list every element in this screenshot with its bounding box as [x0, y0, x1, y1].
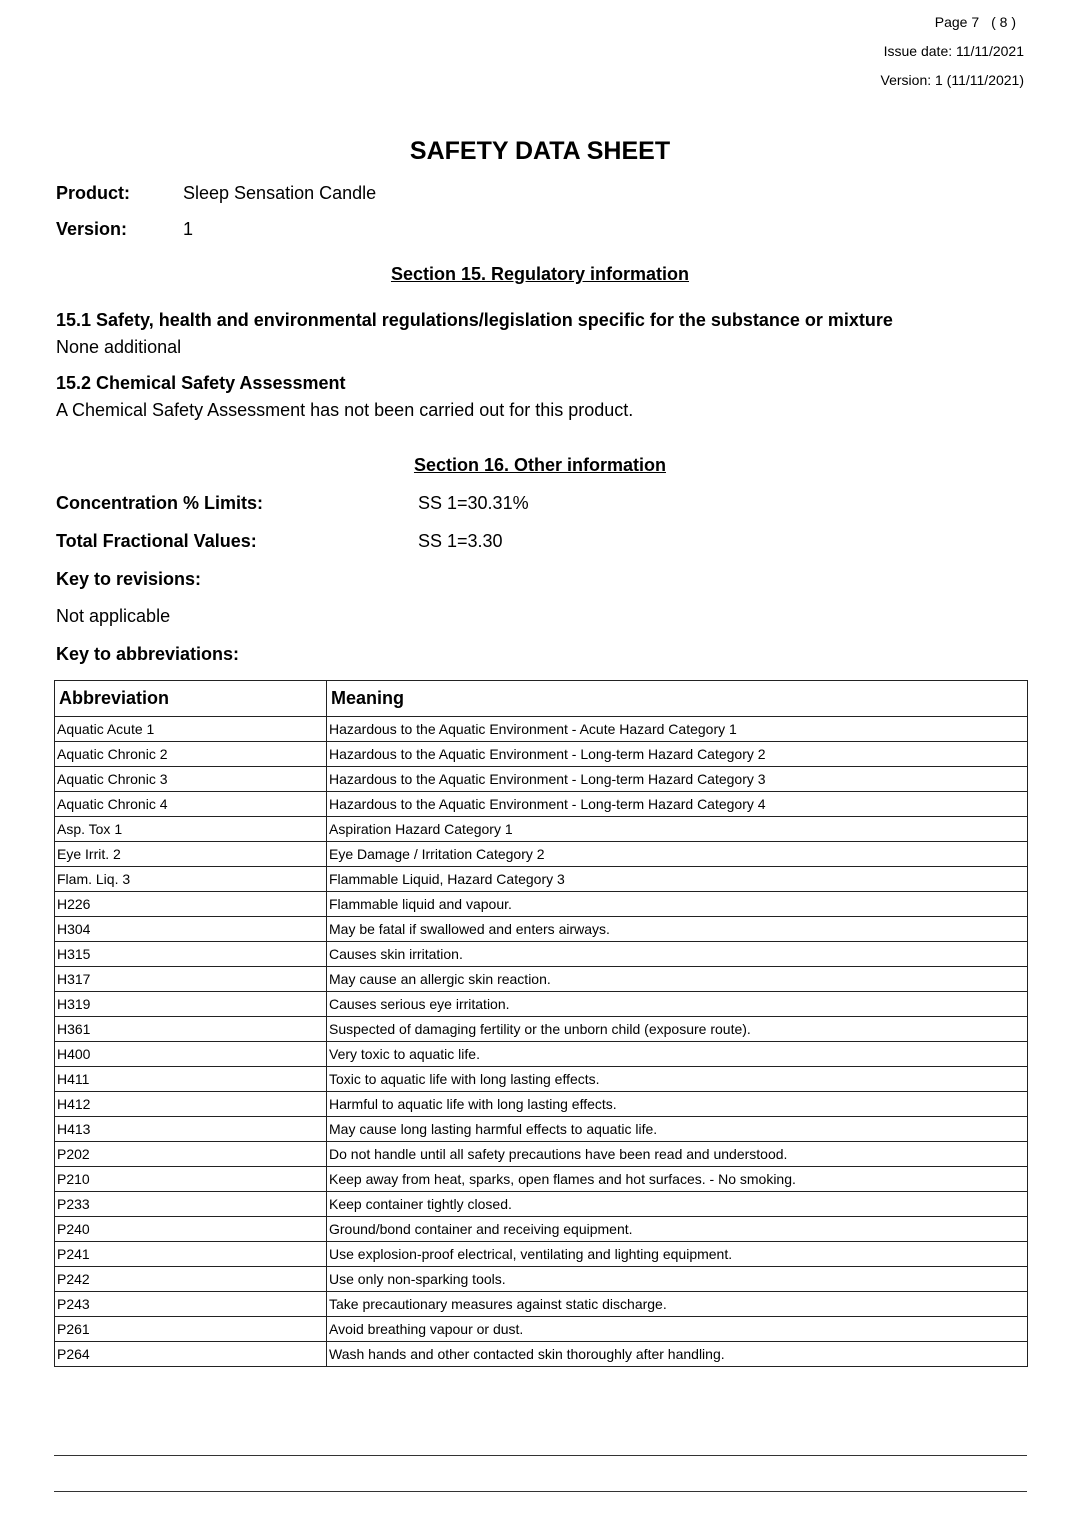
table-row — [55, 742, 1028, 767]
meaning-cell: Hazardous to the Aquatic Environment - Long-term Hazard Category 4 — [327, 792, 1028, 817]
table-row — [55, 967, 1028, 992]
abbreviation-cell: P242 — [55, 1267, 327, 1292]
table-row — [55, 892, 1028, 917]
abbreviation-cell: Flam. Liq. 3 — [55, 867, 327, 892]
document-title: SAFETY DATA SHEET — [409, 137, 671, 165]
abbreviation-cell: P202 — [55, 1142, 327, 1167]
abbreviation-cell: H226 — [55, 892, 327, 917]
page-number — [935, 14, 1016, 30]
meaning-cell: Hazardous to the Aquatic Environment - Acute Hazard Category 1 — [327, 717, 1028, 742]
abbreviation-cell: H319 — [55, 992, 327, 1017]
abbreviation-cell: H411 — [55, 1067, 327, 1092]
tfv-value: SS 1=3.30 — [418, 531, 503, 551]
table-row — [55, 1042, 1028, 1067]
table-row — [55, 817, 1028, 842]
version-field — [56, 218, 193, 240]
meaning-cell: Take precautionary measures against static discharge. — [327, 1292, 1028, 1317]
meaning-cell: Eye Damage / Irritation Category 2 — [327, 842, 1028, 867]
abbreviation-cell: H361 — [55, 1017, 327, 1042]
meaning-cell: Aspiration Hazard Category 1 — [327, 817, 1028, 842]
table-header-row — [55, 681, 1028, 717]
table-row — [55, 867, 1028, 892]
meaning-cell: May be fatal if swallowed and enters airways. — [327, 917, 1028, 942]
section-15-1-heading: 15.1 Safety, health and environmental regulations/legislation specific for the substance or mixture — [56, 310, 893, 330]
abbreviation-cell: H412 — [55, 1092, 327, 1117]
meaning-cell: Causes serious eye irritation. — [327, 992, 1028, 1017]
table-row — [55, 1217, 1028, 1242]
meaning-cell: Use only non-sparking tools. — [327, 1267, 1028, 1292]
table-row — [55, 1192, 1028, 1217]
table-row — [55, 1292, 1028, 1317]
key-to-revisions-value: Not applicable — [56, 606, 171, 626]
issue-date: Issue date: 11/11/2021 — [883, 43, 1024, 59]
abbreviation-cell: Aquatic Acute 1 — [55, 717, 327, 742]
meaning-cell: Use explosion-proof electrical, ventilating and lighting equipment. — [327, 1242, 1028, 1267]
meaning-cell: Do not handle until all safety precautions have been read and understood. — [327, 1142, 1028, 1167]
section-15-2-heading: 15.2 Chemical Safety Assessment — [56, 373, 346, 393]
tfv-label: Total Fractional Values: — [56, 531, 257, 551]
product-label: Product: — [56, 183, 130, 203]
table-row — [55, 1342, 1028, 1367]
abbreviation-cell: Aquatic Chronic 2 — [55, 742, 327, 767]
table-row — [55, 992, 1028, 1017]
concentration-label: Concentration % Limits: — [56, 493, 264, 513]
meaning-cell: Keep away from heat, sparks, open flames and hot surfaces. - No smoking. — [327, 1167, 1028, 1192]
meaning-cell: Very toxic to aquatic life. — [327, 1042, 1028, 1067]
table-row — [55, 792, 1028, 817]
meaning-cell: Toxic to aquatic life with long lasting effects. — [327, 1067, 1028, 1092]
table-body — [55, 717, 1028, 1367]
abbreviation-cell: P240 — [55, 1217, 327, 1242]
abbreviation-cell: H317 — [55, 967, 327, 992]
table-row — [55, 942, 1028, 967]
key-to-revisions-label: Key to revisions: — [56, 569, 202, 589]
column-header-abbreviation: Abbreviation — [55, 681, 327, 717]
abbreviation-cell: Aquatic Chronic 4 — [55, 792, 327, 817]
table-row — [55, 917, 1028, 942]
meaning-cell: Flammable liquid and vapour. — [327, 892, 1028, 917]
table-row — [55, 1142, 1028, 1167]
concentration-value: SS 1=30.31% — [418, 493, 529, 513]
table-row — [55, 1092, 1028, 1117]
abbreviations-table — [54, 680, 1028, 1367]
key-to-abbreviations-label: Key to abbreviations: — [56, 644, 240, 664]
abbreviation-cell: Aquatic Chronic 3 — [55, 767, 327, 792]
table-row — [55, 1117, 1028, 1142]
meaning-cell: May cause an allergic skin reaction. — [327, 967, 1028, 992]
column-header-meaning: Meaning — [327, 681, 1028, 717]
footer-divider-top — [54, 1455, 1027, 1456]
product-value: Sleep Sensation Candle — [183, 183, 377, 203]
footer-divider-bottom — [54, 1491, 1027, 1492]
table-row — [55, 1167, 1028, 1192]
abbreviation-cell: H304 — [55, 917, 327, 942]
table-row — [55, 1017, 1028, 1042]
section-15-2-body: A Chemical Safety Assessment has not been carried out for this product. — [56, 400, 634, 420]
version-info: Version: 1 (11/11/2021) — [880, 72, 1024, 88]
page-total: ( 8 ) — [991, 14, 1016, 30]
abbreviation-cell: P243 — [55, 1292, 327, 1317]
table-row — [55, 1067, 1028, 1092]
table-row — [55, 1242, 1028, 1267]
meaning-cell: Hazardous to the Aquatic Environment - Long-term Hazard Category 3 — [327, 767, 1028, 792]
table-row — [55, 717, 1028, 742]
abbreviation-cell: P210 — [55, 1167, 327, 1192]
table-row — [55, 767, 1028, 792]
abbreviation-cell: P264 — [55, 1342, 327, 1367]
meaning-cell: Keep container tightly closed. — [327, 1192, 1028, 1217]
meaning-cell: Avoid breathing vapour or dust. — [327, 1317, 1028, 1342]
meaning-cell: Ground/bond container and receiving equipment. — [327, 1217, 1028, 1242]
page-label: Page 7 — [934, 14, 980, 30]
abbreviation-cell: Asp. Tox 1 — [55, 817, 327, 842]
table-row — [55, 842, 1028, 867]
section-15-heading: Section 15. Regulatory information — [390, 264, 690, 284]
meaning-cell: Suspected of damaging fertility or the unborn child (exposure route). — [327, 1017, 1028, 1042]
abbreviation-cell: H400 — [55, 1042, 327, 1067]
total-fractional-values — [56, 530, 503, 552]
product-field — [56, 182, 376, 204]
concentration-limits — [56, 492, 529, 514]
meaning-cell: Wash hands and other contacted skin thoroughly after handling. — [327, 1342, 1028, 1367]
abbreviation-cell: P261 — [55, 1317, 327, 1342]
table-row — [55, 1267, 1028, 1292]
meaning-cell: Harmful to aquatic life with long lasting effects. — [327, 1092, 1028, 1117]
table-row — [55, 1317, 1028, 1342]
meaning-cell: Flammable Liquid, Hazard Category 3 — [327, 867, 1028, 892]
section-15-1-body: None additional — [56, 337, 182, 357]
abbreviation-cell: H315 — [55, 942, 327, 967]
abbreviation-cell: Eye Irrit. 2 — [55, 842, 327, 867]
abbreviation-cell: P233 — [55, 1192, 327, 1217]
version-label: Version: — [56, 219, 128, 239]
meaning-cell: May cause long lasting harmful effects to aquatic life. — [327, 1117, 1028, 1142]
abbreviation-cell: P241 — [55, 1242, 327, 1267]
section-16-heading: Section 16. Other information — [413, 455, 667, 475]
meaning-cell: Causes skin irritation. — [327, 942, 1028, 967]
version-value: 1 — [183, 219, 194, 239]
abbreviation-cell: H413 — [55, 1117, 327, 1142]
meaning-cell: Hazardous to the Aquatic Environment - Long-term Hazard Category 2 — [327, 742, 1028, 767]
